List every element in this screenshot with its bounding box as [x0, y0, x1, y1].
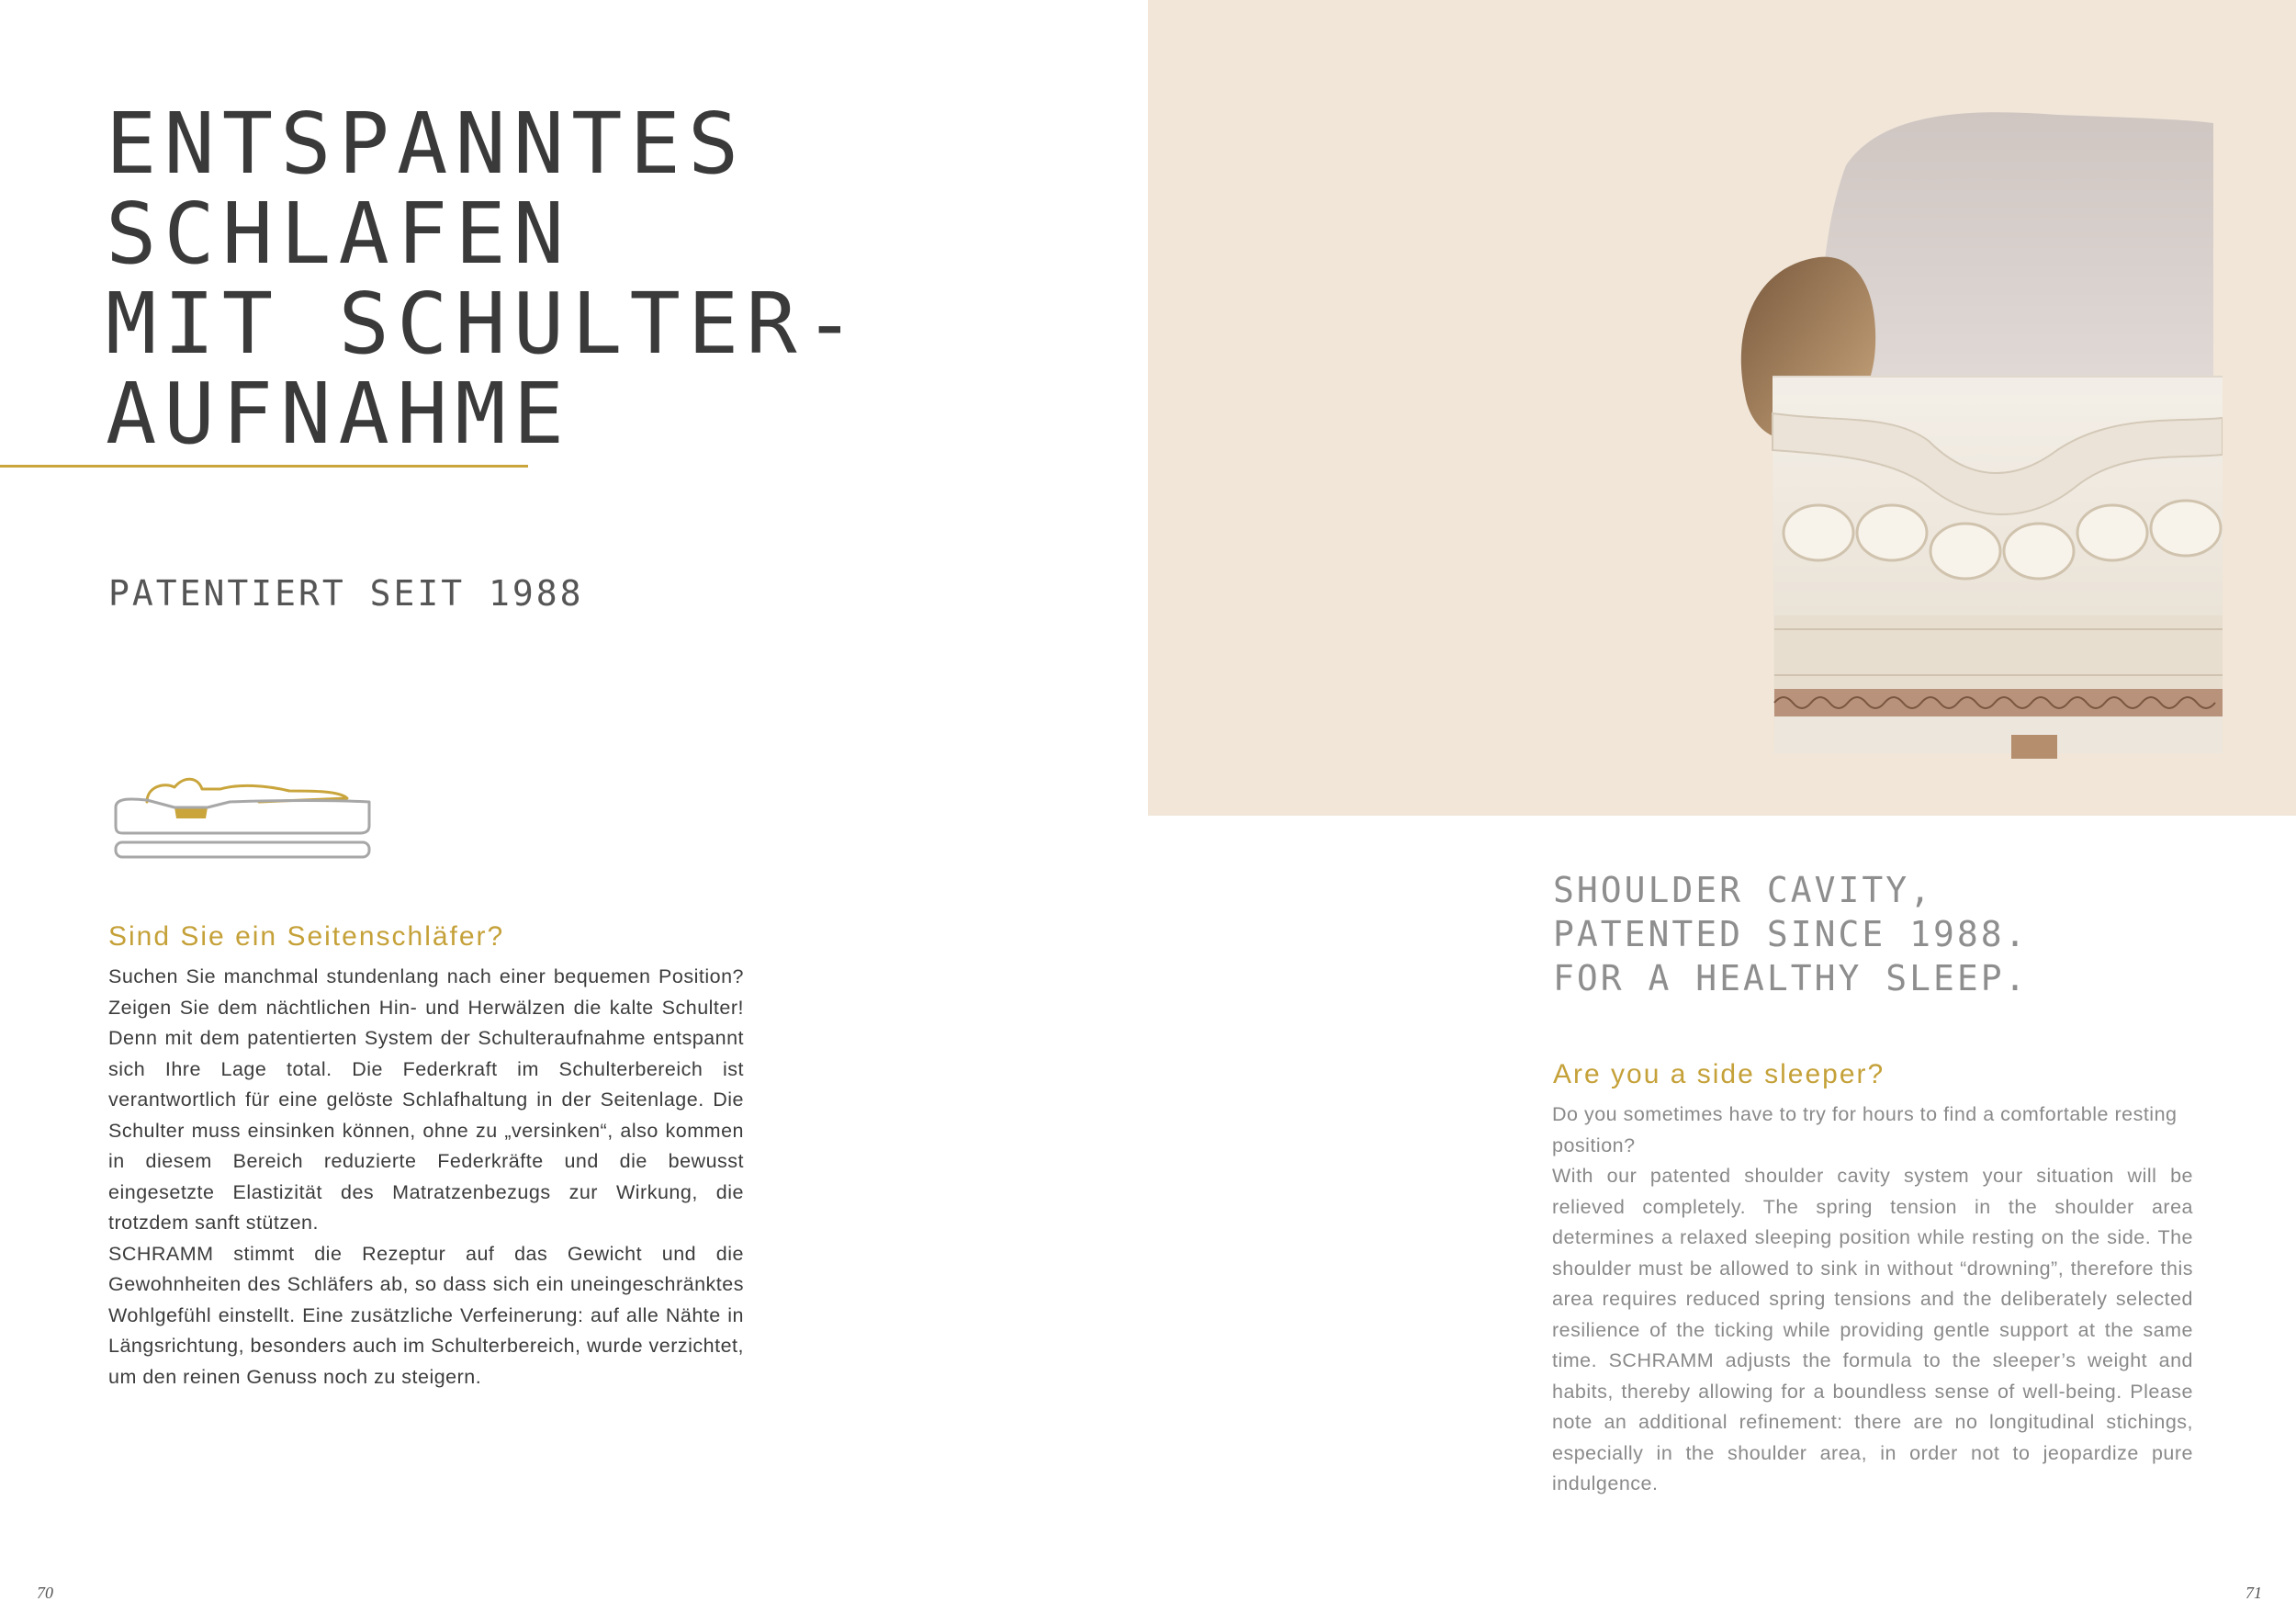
page-number-left: 70 — [37, 1584, 53, 1602]
page-headline — [106, 95, 863, 463]
headline-line: AUFNAHME — [106, 365, 572, 463]
section-heading-en: Are you a side sleeper? — [1553, 1059, 1885, 1089]
paragraph: Do you sometimes have to try for hours to find a comfortable resting position? — [1552, 1103, 2178, 1156]
paragraph: With our patented shoulder cavity system your situation will be relieved completely. The spring tension in the shoulder area determines a relaxed sleeping position while resting on the side. The shoulder must be allowed to sink in without “drowning”, therefore this area requires reduced spring tensions and the deliberately selected resilience of the ticking while providing gentle support at the same time. SCHRAMM adjusts the formula to the sleeper’s weight and habits, thereby allowing for a boundless sense of well-being. Please note an additional refinement: there are no longitudinal stichings, especially in the shoulder area, in order not to jeopardize pure indulgence. — [1552, 1165, 2193, 1494]
photo-panel — [1148, 0, 2296, 816]
right-page — [1148, 0, 2296, 1624]
headline-line: ENTSPANNTES — [106, 95, 747, 193]
headline-underline — [0, 465, 528, 468]
mattress-cross-section-photo — [1543, 101, 2223, 772]
subtitle: PATENTIERT SEIT 1988 — [108, 573, 584, 614]
english-title-line: FOR A HEALTHY SLEEP. — [1553, 958, 2029, 998]
headline-line: MIT SCHULTER- — [106, 275, 863, 373]
headline-line: SCHLAFEN — [106, 185, 572, 283]
paragraph: Suchen Sie manchmal stundenlang nach einer bequemen Position? Zeigen Sie dem nächtlichen Hin- und Herwälzen die kalte Schulter! Denn mit dem patentierten System der Schulteraufnahme entspannt sich Ihre Lage total. Die Federkraft im Schulterbereich ist verantwortlich für eine gelöste Schlafhaltung in der Seitenlage. Die Schulter muss einsinken können, ohne zu „versinken“, also kommen in diesem Bereich reduzierte Federkräfte und die bewusst eingesetzte Elastizität des Matratzenbezugs zur Wirkung, die trotzdem sanft stützen. — [108, 965, 744, 1234]
section-heading-de: Sind Sie ein Seitenschläfer? — [108, 921, 505, 952]
body-text-de — [108, 962, 744, 1393]
english-title-line: SHOULDER CAVITY, — [1553, 870, 1934, 910]
english-title-line: PATENTED SINCE 1988. — [1553, 914, 2029, 954]
paragraph: SCHRAMM stimmt die Rezeptur auf das Gewicht und die Gewohnheiten des Schläfers ab, so dass sich ein uneingeschränktes Wohlgefühl einstellt. Eine zusätzliche Verfeinerung: auf alle Nähte in Längsrichtung, besonders auch im Schulterbereich, wurde verzichtet, um den reinen Genuss noch zu steigern. — [108, 1242, 744, 1388]
body-text-en — [1552, 1100, 2193, 1500]
page-number-right: 71 — [2245, 1584, 2262, 1602]
side-sleeper-mattress-icon — [110, 758, 377, 859]
english-title — [1553, 868, 2029, 1000]
